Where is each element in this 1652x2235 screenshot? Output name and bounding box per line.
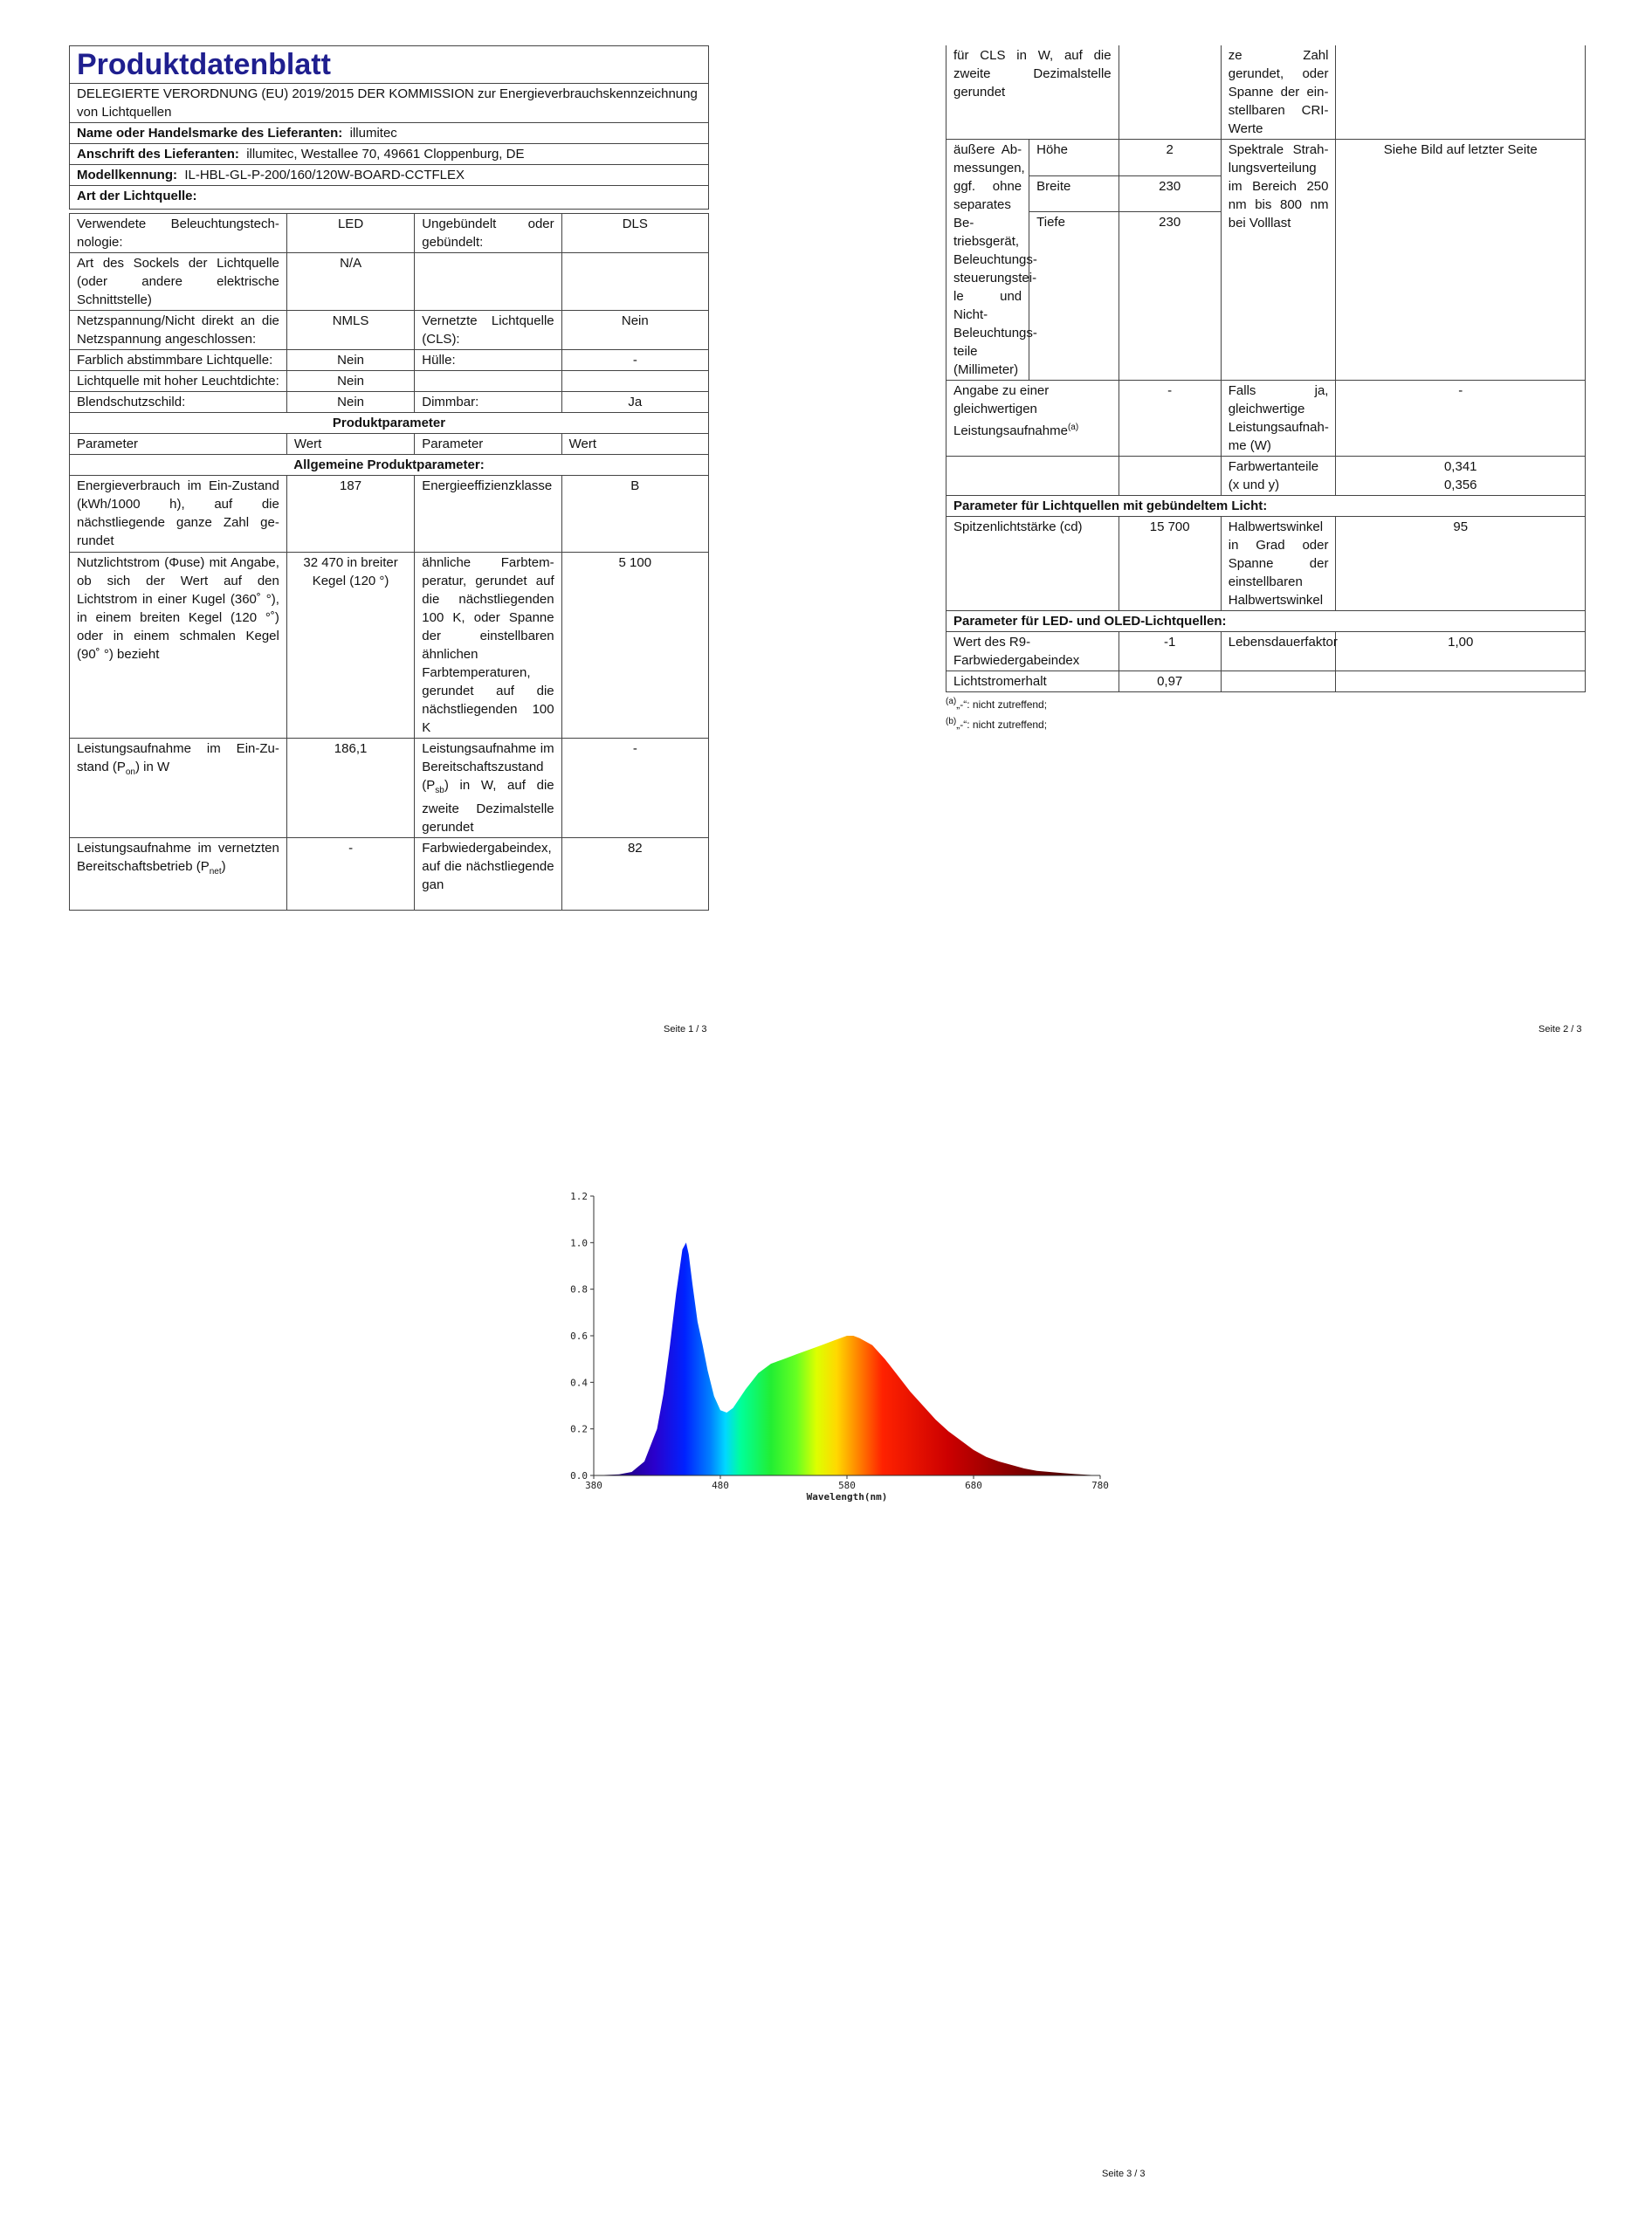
cell-label: Farbwertanteile (x und y) [1221, 457, 1336, 496]
cell-label: Art des Sockels der Lichtquelle (oder andere elektrische Schnittstelle) [70, 253, 287, 311]
cell-value: Nein [561, 311, 708, 350]
cell-value: Siehe Bild auf letzter Seite [1336, 140, 1586, 381]
y-tick-label: 0.8 [570, 1283, 588, 1296]
page-2 [946, 45, 1586, 731]
label-text: ) in W [135, 760, 170, 774]
cell-label [415, 739, 561, 838]
cell-value: Ja [561, 392, 708, 413]
dimensions-label: äußere Abmessungen, ggf. ohne separates Betriebsgerät, Beleuchtungssteuerungsteile und Nicht-Beleuchtungsteile (Millimeter) [946, 140, 1029, 381]
table-row [70, 350, 709, 371]
product-params-heading: Produktparameter [70, 413, 709, 434]
cell-empty [1119, 457, 1221, 496]
x-tick-label: 380 [585, 1480, 602, 1491]
cell-value: 32 470 in breiter Kegel (120 °) [286, 553, 414, 739]
cell-value: 82 [561, 838, 708, 911]
table-row [70, 553, 709, 739]
title-cell [70, 46, 709, 84]
label-text: Angabe zu einer gleichwertigen Leistungsaufnahme [953, 383, 1068, 438]
y-tick-label: 0.4 [570, 1377, 588, 1389]
supplier-label: Name oder Handelsmarke des Lieferanten: [77, 126, 343, 141]
led-heading: Parameter für LED- und OLED-Lichtquellen: [946, 611, 1586, 632]
table-row [946, 381, 1586, 457]
header-table [69, 45, 709, 210]
cell-empty [1119, 45, 1221, 140]
footnote-mark: (b) [946, 717, 957, 726]
chroma-x: 0,341 [1443, 459, 1477, 474]
cell-label: Halbwertswinkel in Grad oder Spanne der einstellbaren Halbwertswinkel [1221, 517, 1336, 611]
table-row [70, 311, 709, 350]
supplier-value: illumitec [349, 126, 397, 141]
column-header-row [70, 434, 709, 455]
cell-label [70, 739, 287, 838]
cell-label: Wert des R9-Farbwiedergabeindex [946, 632, 1119, 671]
cell-value: 186,1 [286, 739, 414, 838]
chroma-y: 0,356 [1443, 478, 1477, 492]
cell-label: Dimmbar: [415, 392, 561, 413]
table-row [70, 476, 709, 553]
table-row [70, 392, 709, 413]
subscript: sb [435, 786, 444, 795]
label-text: Leistungsaufnahme im vernetzten Bereitschaftsbetrieb (P [77, 841, 279, 874]
x-tick-label: 680 [965, 1480, 982, 1491]
subscript: net [209, 867, 222, 877]
label-text: ) in W, auf die zweite Dezimalstelle gerundet [422, 778, 554, 835]
table-row [946, 45, 1586, 140]
cell-empty [1336, 671, 1586, 692]
spectrum-area [594, 1242, 1100, 1475]
cell-empty [1336, 45, 1586, 140]
cell-label: Ungebündelt oder gebündelt: [415, 214, 561, 253]
cell-value: 1,00 [1336, 632, 1586, 671]
cell-empty [946, 457, 1119, 496]
footnote-b [946, 714, 1586, 732]
footnote-text: „-“: nicht zutreffend; [956, 719, 1048, 731]
dimension-value: 230 [1119, 212, 1221, 381]
footnote-text: „-“: nicht zutreffend; [956, 698, 1048, 711]
cell-value: DLS [561, 214, 708, 253]
address-row [70, 144, 709, 165]
cell-value: - [286, 838, 414, 911]
regulation-text: DELEGIERTE VERORDNUNG (EU) 2019/2015 DER KOMMISSION zur Energieverbrauchskennzeichnung von Lichtquellen [70, 84, 709, 123]
plot-area [570, 1191, 1109, 1491]
y-tick-label: 1.0 [570, 1237, 588, 1249]
x-axis-label: Wavelength(nm) [806, 1491, 888, 1503]
cell-label: Lichtquelle mit hoher Leuchtdichte: [70, 371, 287, 392]
cell-label: Hülle: [415, 350, 561, 371]
page-number: Seite 3 / 3 [1102, 2169, 1146, 2179]
model-value: IL-HBL-GL-P-200/160/120W-BOARD-CCTFLEX [184, 168, 465, 182]
cell-value: LED [286, 214, 414, 253]
cell-label: Energieeffizienzklasse [415, 476, 561, 553]
table-row [70, 739, 709, 838]
parameters-table-continued [946, 45, 1586, 692]
cell-value: N/A [286, 253, 414, 311]
cell-value [561, 253, 708, 311]
cell-value: 5 100 [561, 553, 708, 739]
spectrum-chart [559, 1179, 1118, 1510]
supplier-row [70, 123, 709, 144]
cell-label: Farbwiedergabeindex, auf die nächstliegende gan [415, 838, 561, 911]
table-row [70, 253, 709, 311]
cell-value: -1 [1119, 632, 1221, 671]
x-tick-label: 780 [1091, 1480, 1109, 1491]
table-row [70, 214, 709, 253]
cell-value: - [561, 350, 708, 371]
cell-value: Nein [286, 371, 414, 392]
cell-label: ähnliche Farbtemperatur, gerundet auf die nächstliegenden 100 K, oder Spanne der einstellbaren ähnlichen Farbtemperaturen, gerundet auf die nächstliegenden 100 K [415, 553, 561, 739]
dimension-label: Höhe [1029, 140, 1119, 176]
cell-label: Nutzlichtstrom (Φuse) mit Angabe, ob sich der Wert auf den Lichtstrom in einer Kugel (360˚ °), in einem breiten Kegel (120 °˚) oder in einem schmalen Kegel (90˚ °) bezieht [70, 553, 287, 739]
cell-value [561, 371, 708, 392]
footnote-mark: (a) [946, 697, 957, 706]
page-number: Seite 2 / 3 [1538, 1024, 1582, 1035]
table-row [946, 517, 1586, 611]
light-source-table [69, 213, 709, 911]
dimension-label: Breite [1029, 175, 1119, 212]
subscript: on [125, 767, 135, 777]
cell-label [415, 371, 561, 392]
column-header: Wert [286, 434, 414, 455]
cell-value: 0,97 [1119, 671, 1221, 692]
cell-label: Verwendete Beleuchtungstechnologie: [70, 214, 287, 253]
table-row [70, 371, 709, 392]
x-tick-label: 580 [838, 1480, 856, 1491]
cell-label: Spitzenlichtstärke (cd) [946, 517, 1119, 611]
model-row [70, 165, 709, 186]
cell-value: Nein [286, 392, 414, 413]
page-number: Seite 1 / 3 [664, 1024, 707, 1035]
footnote-mark: (a) [1067, 423, 1079, 432]
footnote-a [946, 694, 1586, 712]
cell-label: Vernetzte Lichtquelle (CLS): [415, 311, 561, 350]
y-tick-label: 1.2 [570, 1191, 588, 1202]
y-tick-label: 0.6 [570, 1331, 588, 1342]
cell-label: Farblich abstimmbare Lichtquelle: [70, 350, 287, 371]
cell-value: 15 700 [1119, 517, 1221, 611]
cell-label: Falls ja, gleichwertige Leistungsaufnahme (W) [1221, 381, 1336, 457]
page-title: Produktdatenblatt [77, 48, 331, 81]
type-heading: Art der Lichtquelle: [70, 186, 709, 210]
cell-value: - [1119, 381, 1221, 457]
cell-label: ze Zahl gerundet, oder Spanne der einstellbaren CRI-Werte [1221, 45, 1336, 140]
cell-value: 95 [1336, 517, 1586, 611]
cell-label: für CLS in W, auf die zweite Dezimalstelle gerundet [946, 45, 1119, 140]
table-row [946, 632, 1586, 671]
dimension-value: 230 [1119, 175, 1221, 212]
cell-label [946, 381, 1119, 457]
cell-label [415, 253, 561, 311]
y-tick-label: 0.2 [570, 1423, 588, 1435]
cell-label [70, 838, 287, 911]
page-1 [69, 45, 709, 1013]
cell-label: Lebensdauerfaktor [1221, 632, 1336, 671]
table-row [946, 140, 1586, 176]
column-header: Wert [561, 434, 708, 455]
cell-value [1336, 457, 1586, 496]
y-tick-label: 0.0 [570, 1470, 588, 1482]
dimension-label: Tiefe [1029, 212, 1119, 381]
label-text: Leistungsaufnahme im Ein-Zustand (P [77, 741, 279, 774]
label-text: Leistungsaufnahme im Bereitschaftszustand (P [422, 741, 554, 793]
cell-value: - [561, 739, 708, 838]
cell-label: Spektrale Strahlungsverteilung im Bereich 250 nm bis 800 nm bei Volllast [1221, 140, 1336, 381]
cell-value: B [561, 476, 708, 553]
directional-heading: Parameter für Lichtquellen mit gebündeltem Licht: [946, 496, 1586, 517]
general-params-heading: Allgemeine Produktparameter: [70, 455, 709, 476]
address-label: Anschrift des Lieferanten: [77, 147, 239, 162]
table-row [946, 671, 1586, 692]
cell-label: Energieverbrauch im Ein-Zustand (kWh/1000 h), auf die nächstliegende ganze Zahl gerundet [70, 476, 287, 553]
table-row [946, 457, 1586, 496]
model-label: Modellkennung: [77, 168, 177, 182]
cell-value: NMLS [286, 311, 414, 350]
cell-label: Netzspannung/Nicht direkt an die Netzspannung angeschlossen: [70, 311, 287, 350]
cell-value: 187 [286, 476, 414, 553]
column-header: Parameter [415, 434, 561, 455]
cell-label: Lichtstromerhalt [946, 671, 1119, 692]
label-text: ) [221, 859, 226, 874]
column-header: Parameter [70, 434, 287, 455]
address-value: illumitec, Westallee 70, 49661 Cloppenburg, DE [246, 147, 525, 162]
dimension-value: 2 [1119, 140, 1221, 176]
cell-label: Blendschutzschild: [70, 392, 287, 413]
x-tick-label: 480 [712, 1480, 729, 1491]
cell-empty [1221, 671, 1336, 692]
cell-value: Nein [286, 350, 414, 371]
cell-value: - [1336, 381, 1586, 457]
table-row [70, 838, 709, 911]
